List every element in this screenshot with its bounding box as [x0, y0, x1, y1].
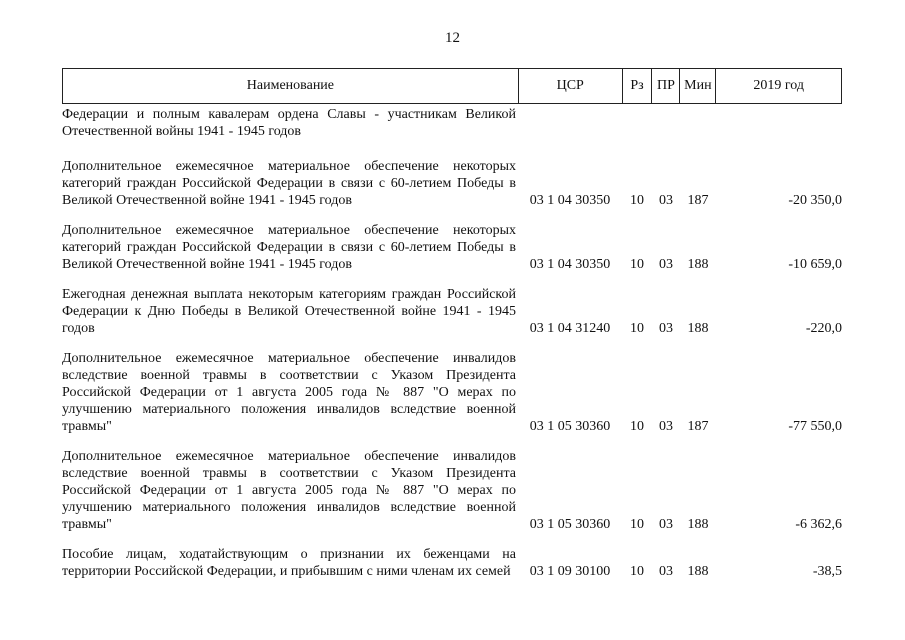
- header-min: Мин: [679, 69, 715, 103]
- row-pr: 03: [659, 257, 673, 272]
- row-min: 187: [687, 419, 709, 434]
- page-number: 12: [445, 30, 460, 46]
- row-pr: 03: [659, 564, 673, 579]
- header-year: 2019 год: [715, 69, 841, 103]
- row-name: Ежегодная денежная выплата некоторым категориям граждан Российской Федерации к Дню Победы в Великой Отечественной войне 1941 - 1945 годов: [62, 287, 516, 336]
- table-row: [62, 286, 842, 337]
- header-pr: ПР: [651, 69, 679, 103]
- row-name: Дополнительное ежемесячное материальное обеспечение некоторых категорий граждан Российской Федерации в связи с 60-летием Победы в Великой Отечественной войне 1941 - 1945 годов: [62, 223, 516, 272]
- row-pr: 03: [659, 517, 673, 532]
- row-csr: 03 1 05 30360: [529, 419, 611, 434]
- row-amount: -6 362,6: [795, 517, 842, 532]
- table-row: [62, 222, 842, 273]
- row-csr: 03 1 05 30360: [529, 517, 611, 532]
- header-csr: ЦСР: [518, 69, 622, 103]
- row-name: Дополнительное ежемесячное материальное обеспечение инвалидов вследствие военной травмы в соответствии с Указом Президента Российской Федерации от 1 августа 2005 года № 887 "О мерах по улучшению материального положения инвалидов вследствие военной травмы": [62, 351, 516, 434]
- row-name: Федерации и полным кавалерам ордена Славы - участникам Великой Отечественной войны 1941 - 1945 годов: [62, 107, 516, 139]
- row-rz: 10: [630, 193, 644, 208]
- row-name: Пособие лицам, ходатайствующим о признании их беженцами на территории Российской Федерации, и прибывшим с ними членам их семей: [62, 547, 516, 579]
- row-rz: 10: [630, 419, 644, 434]
- row-amount: -220,0: [805, 321, 842, 336]
- row-csr: 03 1 09 30100: [529, 564, 611, 579]
- header-name: Наименование: [246, 78, 335, 93]
- row-min: 188: [687, 321, 709, 336]
- row-pr: 03: [659, 193, 673, 208]
- row-rz: 10: [630, 257, 644, 272]
- row-rz: 10: [630, 321, 644, 336]
- row-csr: 03 1 04 31240: [529, 321, 611, 336]
- row-amount: -77 550,0: [788, 419, 842, 434]
- row-rz: 10: [630, 517, 644, 532]
- row-csr: 03 1 04 30350: [529, 257, 611, 272]
- budget-table: [62, 68, 842, 580]
- row-name: Дополнительное ежемесячное материальное обеспечение инвалидов вследствие военной травмы в соответствии с Указом Президента Российской Федерации от 1 августа 2005 года № 887 "О мерах по улучшению материального положения инвалидов вследствие военной травмы": [62, 449, 516, 532]
- table-header: [62, 68, 842, 104]
- table-row: [62, 448, 842, 533]
- table-row: [62, 158, 842, 209]
- row-min: 188: [687, 517, 709, 532]
- row-amount: -20 350,0: [788, 193, 842, 208]
- header-rz: Рз: [622, 69, 652, 103]
- row-min: 188: [687, 564, 709, 579]
- table-row: [62, 106, 842, 140]
- table-row: [62, 350, 842, 435]
- row-amount: -38,5: [812, 564, 842, 579]
- row-name: Дополнительное ежемесячное материальное обеспечение некоторых категорий граждан Российской Федерации в связи с 60-летием Победы в Великой Отечественной войне 1941 - 1945 годов: [62, 159, 516, 208]
- row-min: 188: [687, 257, 709, 272]
- row-min: 187: [687, 193, 709, 208]
- row-csr: 03 1 04 30350: [529, 193, 611, 208]
- row-pr: 03: [659, 419, 673, 434]
- row-amount: -10 659,0: [788, 257, 842, 272]
- table-row: [62, 546, 842, 580]
- row-pr: 03: [659, 321, 673, 336]
- row-rz: 10: [630, 564, 644, 579]
